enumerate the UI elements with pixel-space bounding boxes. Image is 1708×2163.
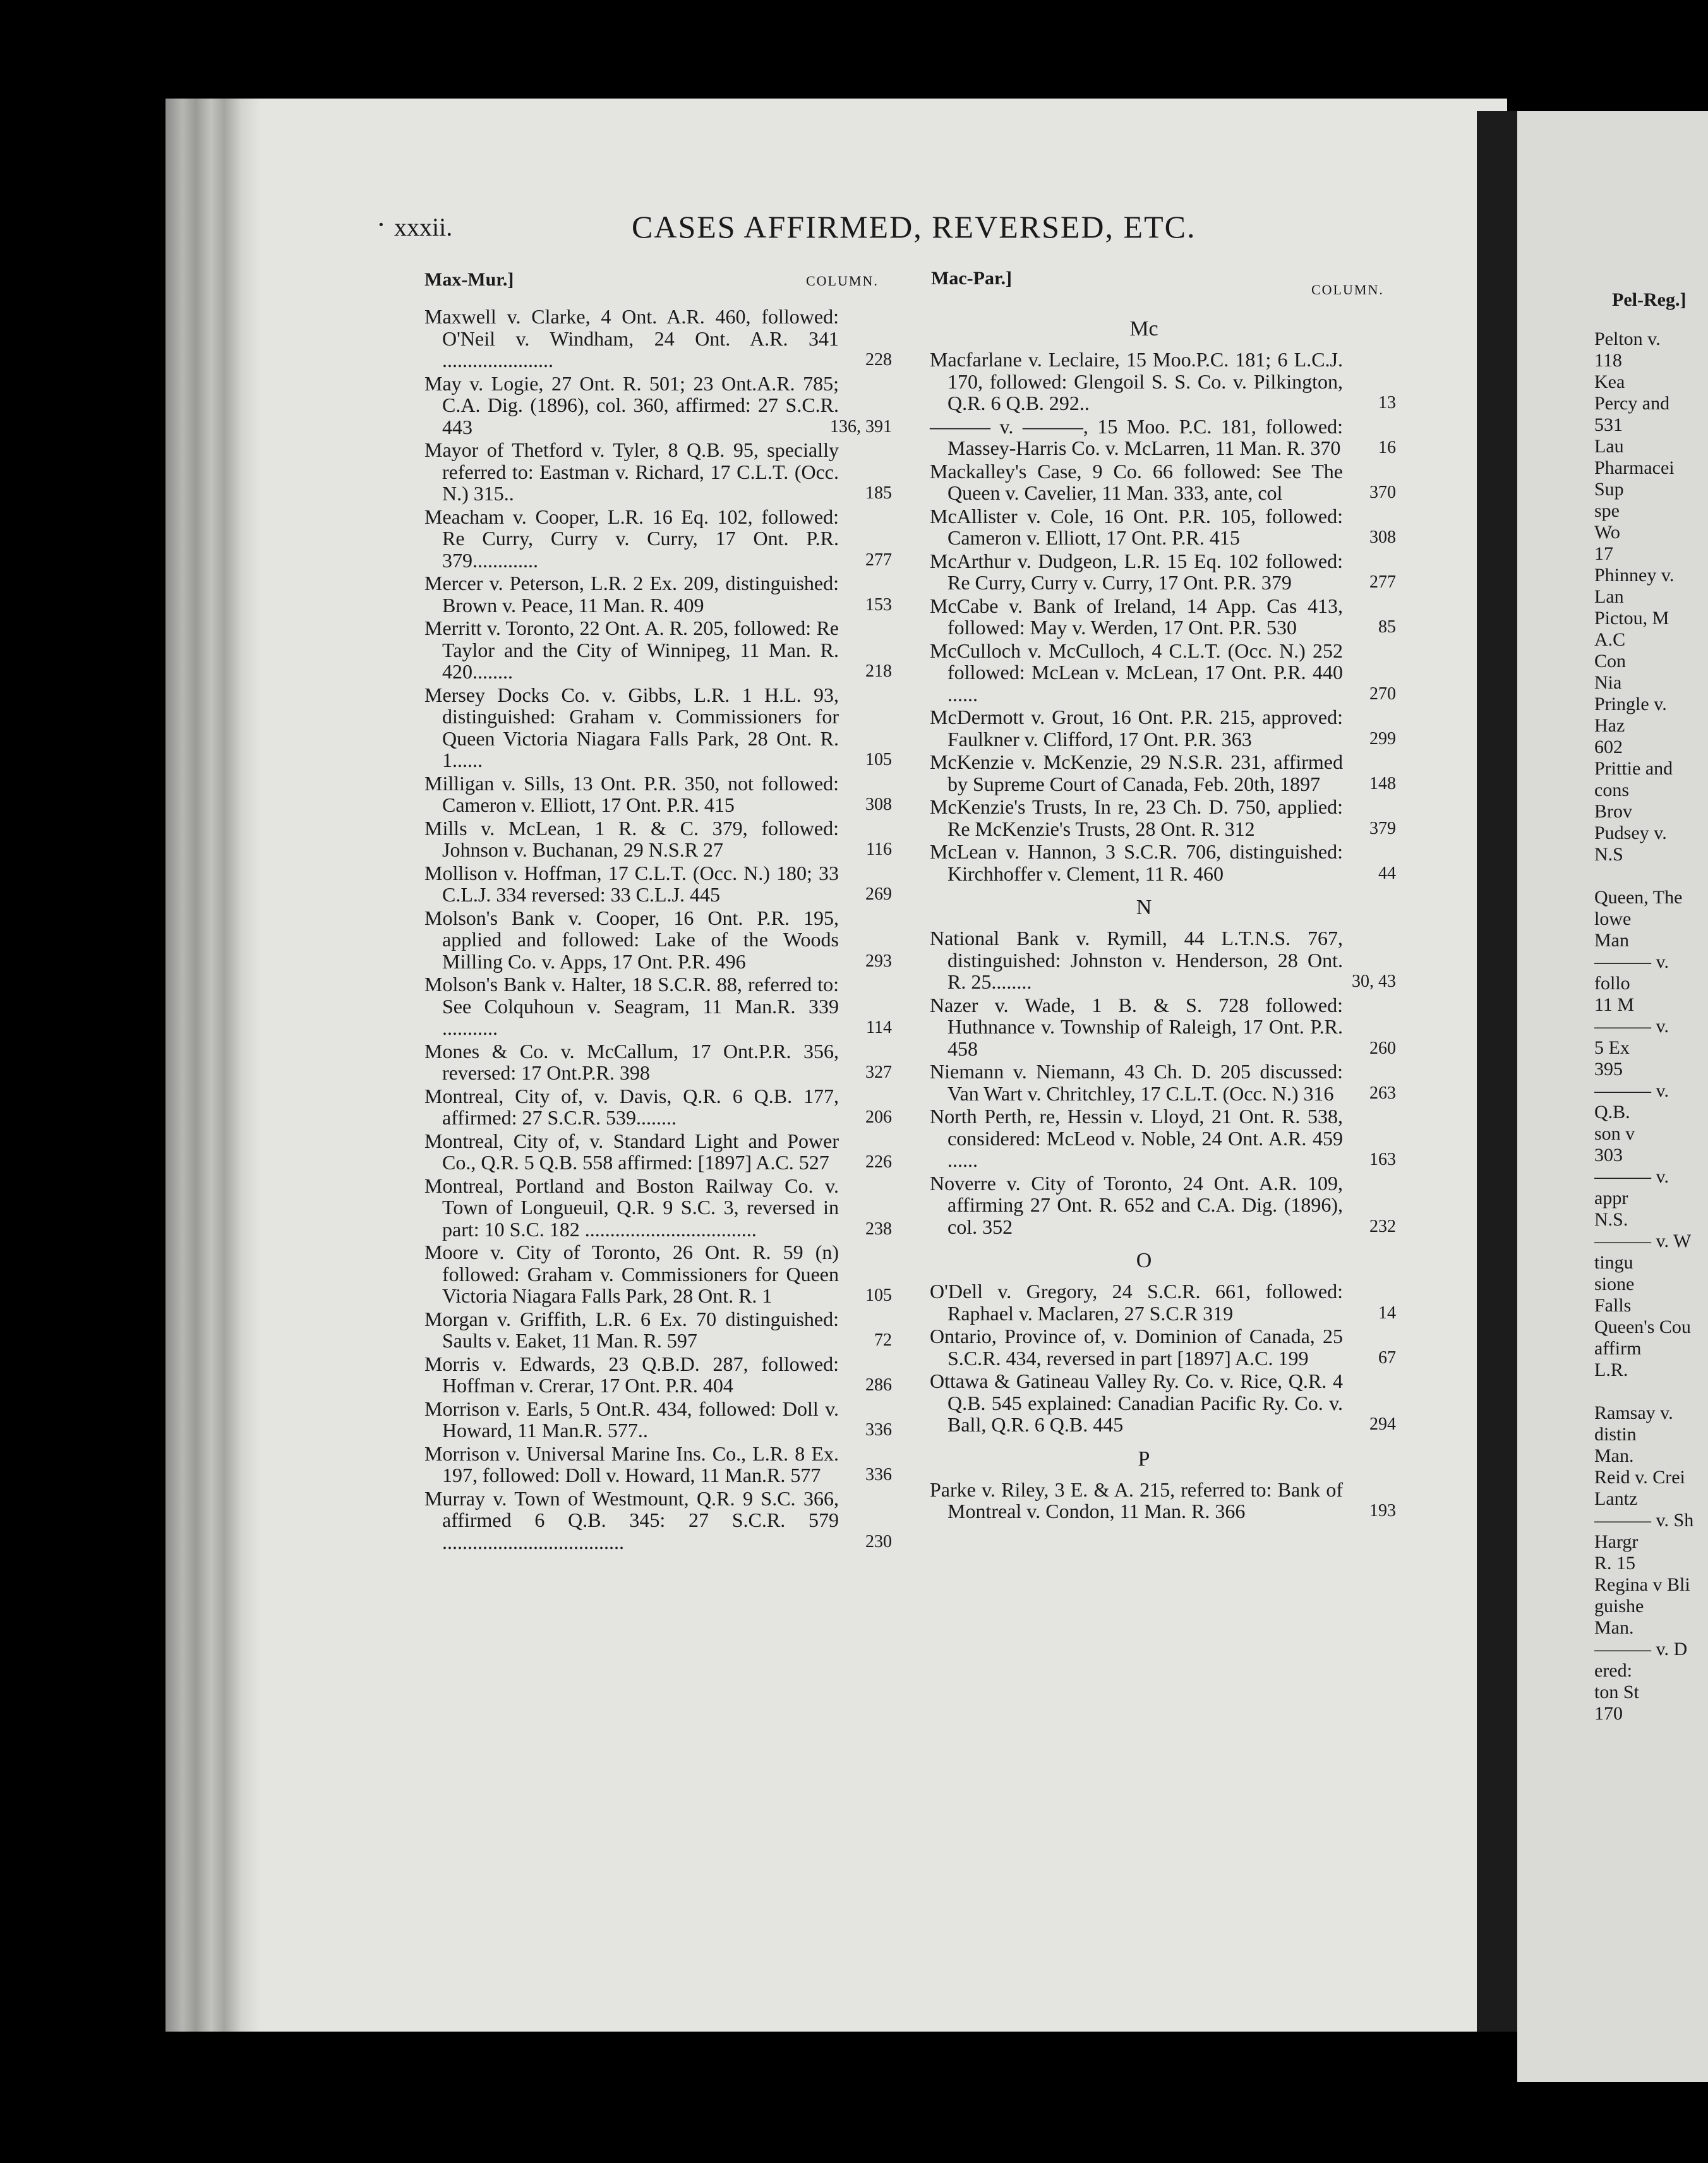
column-reference: 308	[865, 795, 892, 814]
fragment-line: Percy and	[1594, 393, 1670, 414]
case-citation: Morgan v. Griffith, L.R. 6 Ex. 70 distinguished: Saults v. Eaket, 11 Man. R. 597	[424, 1307, 839, 1352]
fragment-line	[1594, 1381, 1708, 1402]
column-reference: 299	[1369, 728, 1396, 749]
case-entry	[424, 1398, 892, 1442]
case-citation: Milligan v. Sills, 13 Ont. P.R. 350, not followed: Cameron v. Elliott, 17 Ont. P.R. 415	[424, 771, 839, 816]
column-reference: 148	[1369, 773, 1396, 793]
column-reference: 14	[1378, 1303, 1396, 1323]
case-entry	[424, 439, 892, 505]
section-letter: N	[1136, 896, 1152, 919]
case-citation: Ottawa & Gatineau Valley Ry. Co. v. Rice, Q.R. 4 Q.B. 545 explained: Canadian Pacific Ry. Co. v. Ball, Q.R. 6 Q.B. 445	[930, 1370, 1343, 1436]
fragment-line: appr	[1594, 1188, 1628, 1208]
case-citation: Molson's Bank v. Cooper, 16 Ont. P.R. 195, applied and followed: Lake of the Woods Milling Co. v. Apps, 17 Ont. P.R. 496	[424, 906, 839, 973]
case-entry	[930, 349, 1396, 414]
case-entry	[424, 973, 892, 1039]
case-entry	[424, 617, 892, 683]
page-title: CASES AFFIRMED, REVERSED, ETC.	[632, 209, 1196, 244]
column-reference: 277	[1369, 572, 1396, 592]
fragment-line: N.S	[1594, 844, 1623, 865]
case-entry	[424, 817, 892, 861]
case-entry	[424, 1175, 892, 1241]
column-reference: 308	[1369, 527, 1396, 547]
column-reference: 238	[865, 1219, 892, 1239]
column-reference: 270	[1369, 684, 1396, 704]
case-citation: Moore v. City of Toronto, 26 Ont. R. 59 (n) followed: Graham v. Commissioners for Queen Victoria Niagara Falls Park, 28 Ont. R. 1	[424, 1241, 839, 1307]
case-entry	[930, 796, 1396, 840]
case-citation: Montreal, City of, v. Standard Light and Power Co., Q.R. 5 Q.B. 558 affirmed: [1897] A.C. 527	[424, 1129, 839, 1174]
fragment-line: L.R.	[1594, 1359, 1628, 1380]
case-citation: Mackalley's Case, 9 Co. 66 followed: See The Queen v. Cavelier, 11 Man. 333, ante, col	[930, 459, 1343, 504]
fragment-line: Lantz	[1594, 1488, 1638, 1509]
case-entry	[424, 1241, 892, 1307]
case-entry	[930, 1106, 1396, 1171]
column-reference: 105	[865, 750, 892, 769]
fragment-line: 118	[1594, 350, 1622, 371]
page-number: xxxii.	[394, 213, 453, 241]
fragment-line: 11 M	[1594, 994, 1635, 1015]
case-entry	[930, 751, 1396, 795]
case-citation: McCabe v. Bank of Ireland, 14 App. Cas 413, followed: May v. Werden, 17 Ont. P.R. 530	[930, 594, 1343, 639]
column-reference: 163	[1369, 1150, 1396, 1169]
fragment-line: Falls	[1594, 1295, 1632, 1316]
fragment-line: Pharmacei	[1594, 457, 1675, 478]
case-entry	[930, 1325, 1396, 1369]
fragment-line: ——— v.	[1594, 1016, 1669, 1037]
case-entry	[930, 841, 1396, 884]
column-reference: 293	[865, 951, 892, 971]
case-entry	[930, 595, 1396, 639]
case-citation: Nazer v. Wade, 1 B. & S. 728 followed: Huthnance v. Township of Raleigh, 17 Ont. P.R. 458	[930, 993, 1343, 1060]
case-entry	[930, 1172, 1396, 1238]
fragment-line: N.S.	[1594, 1209, 1628, 1230]
column-reference: 185	[865, 483, 892, 503]
fragment-line: Lau	[1594, 436, 1624, 457]
fragment-line: Pictou, M	[1594, 608, 1669, 629]
case-entry	[424, 1130, 892, 1174]
fragment-line: 303	[1594, 1145, 1623, 1166]
column-reference: 228	[865, 350, 892, 370]
column-reference: 336	[865, 1420, 892, 1440]
column-reference: 294	[1369, 1414, 1396, 1434]
case-entry	[930, 505, 1396, 549]
column-reference: 370	[1369, 483, 1396, 502]
column-reference: 263	[1369, 1083, 1396, 1103]
case-citation: Niemann v. Niemann, 43 Ch. D. 205 discussed: Van Wart v. Chritchley, 17 C.L.T. (Occ. N.) 316	[930, 1060, 1343, 1105]
fragment-line: Ramsay v.	[1594, 1402, 1673, 1423]
middle-column	[930, 306, 1396, 1524]
case-entry	[424, 1443, 892, 1486]
case-entry	[930, 461, 1396, 504]
fragment-line: Wo	[1594, 522, 1620, 543]
section-letter: Mc	[1129, 317, 1158, 340]
column-reference: 193	[1369, 1501, 1396, 1521]
case-entry	[930, 640, 1396, 706]
fragment-line: 17	[1594, 543, 1613, 564]
fragment-line: Pelton v.	[1594, 328, 1661, 349]
fragment-line: Kea	[1594, 371, 1625, 392]
fragment-line: A.C	[1594, 629, 1626, 650]
case-citation: Montreal, City of, v. Davis, Q.R. 6 Q.B. 177, affirmed: 27 S.C.R. 539........	[424, 1084, 839, 1129]
column-reference: 218	[865, 661, 892, 681]
case-citation: Mayor of Thetford v. Tyler, 8 Q.B. 95, specially referred to: Eastman v. Richard, 17 C.L.T. (Occ. N.) 315..	[424, 438, 839, 505]
case-entry	[424, 1308, 892, 1352]
column-reference: 13	[1378, 393, 1396, 413]
fragment-line: 5 Ex	[1594, 1037, 1630, 1058]
case-citation: North Perth, re, Hessin v. Lloyd, 21 Ont. R. 538, considered: McLeod v. Noble, 24 Ont. A.R. 459 ......	[930, 1105, 1343, 1171]
middle-range-heading: Mac-Par.]	[931, 268, 1012, 289]
fragment-line: 531	[1594, 414, 1623, 435]
column-reference: 206	[865, 1107, 892, 1127]
margin-dot: ·	[376, 209, 386, 240]
fragment-line: ——— v.	[1594, 1080, 1669, 1101]
case-entry	[424, 572, 892, 616]
fragment-line: follo	[1594, 973, 1630, 994]
case-entry	[424, 1353, 892, 1397]
fragment-line: ——— v.	[1594, 951, 1669, 972]
case-citation: McAllister v. Cole, 16 Ont. P.R. 105, followed: Cameron v. Elliott, 17 Ont. P.R. 415	[930, 504, 1343, 549]
case-entry	[930, 416, 1396, 459]
case-citation: O'Dell v. Gregory, 24 S.C.R. 661, followed: Raphael v. Maclaren, 27 S.C.R 319	[930, 1280, 1343, 1325]
fragment-line: Regina v Bli	[1594, 1574, 1690, 1595]
case-entry	[424, 1085, 892, 1129]
case-entry	[930, 706, 1396, 750]
column-reference: 136, 391	[830, 416, 892, 437]
section-letter: P	[1138, 1447, 1150, 1471]
case-citation: May v. Logie, 27 Ont. R. 501; 23 Ont.A.R. 785; C.A. Dig. (1896), col. 360, affirmed: 27 S.C.R. 443	[424, 371, 839, 438]
case-citation: McCulloch v. McCulloch, 4 C.L.T. (Occ. N.) 252 followed: McLean v. McLean, 17 Ont. P.R. 440 ......	[930, 639, 1343, 706]
case-citation: Mersey Docks Co. v. Gibbs, L.R. 1 H.L. 93, distinguished: Graham v. Commissioners for Queen Victoria Niagara Falls Park, 28 Ont. R. 1......	[424, 683, 839, 771]
column-reference: 277	[865, 550, 892, 570]
case-citation: ——— v. ———, 15 Moo. P.C. 181, followed: Massey-Harris Co. v. McLarren, 11 Man. R. 370	[930, 414, 1343, 459]
column-reference: 85	[1378, 617, 1396, 637]
right-range-heading: Pel-Reg.]	[1612, 289, 1687, 310]
case-entry	[424, 373, 892, 438]
column-reference: 44	[1378, 863, 1396, 883]
case-citation: Noverre v. City of Toronto, 24 Ont. A.R. 109, affirming 27 Ont. R. 652 and C.A. Dig. (1896), col. 352	[930, 1171, 1343, 1238]
column-reference: 327	[865, 1063, 892, 1082]
fragment-line: tingu	[1594, 1252, 1633, 1273]
case-entry	[424, 773, 892, 816]
case-citation: Mollison v. Hoffman, 17 C.L.T. (Occ. N.) 180; 33 C.L.J. 334 reversed: 33 C.L.J. 445	[424, 861, 839, 906]
page-gutter-shadow	[165, 99, 260, 2032]
column-reference: 72	[874, 1330, 892, 1350]
left-column-label: COLUMN.	[806, 273, 879, 289]
case-citation: National Bank v. Rymill, 44 L.T.N.S. 767, distinguished: Johnston v. Henderson, 28 Ont. R. 25........	[930, 927, 1343, 993]
case-entry	[424, 1488, 892, 1553]
case-citation: Mones & Co. v. McCallum, 17 Ont.P.R. 356, reversed: 17 Ont.P.R. 398	[424, 1039, 839, 1084]
fragment-line: Man.	[1594, 1445, 1634, 1466]
fragment-line: Pudsey v.	[1594, 822, 1667, 843]
section-letter: O	[1136, 1249, 1152, 1272]
column-reference: 153	[865, 594, 892, 615]
column-reference: 260	[1369, 1038, 1396, 1058]
fragment-line: ——— v. D	[1594, 1639, 1688, 1660]
case-entry	[424, 1040, 892, 1084]
case-citation: McLean v. Hannon, 3 S.C.R. 706, distinguished: Kirchhoffer v. Clement, 11 R. 460	[930, 840, 1343, 885]
middle-column-label: COLUMN.	[1311, 282, 1384, 298]
case-entry	[424, 684, 892, 771]
column-reference: 67	[1378, 1347, 1396, 1368]
fragment-line: ered:	[1594, 1660, 1632, 1681]
case-entry	[930, 550, 1396, 594]
column-reference: 226	[865, 1152, 892, 1172]
column-reference: 286	[865, 1375, 892, 1395]
fragment-line: Con	[1594, 651, 1627, 672]
fragment-line: ton St	[1594, 1682, 1639, 1702]
fragment-line: Reid v. Crei	[1594, 1467, 1685, 1488]
case-entry	[424, 907, 892, 973]
column-reference: 336	[865, 1465, 892, 1485]
fragment-line: cons	[1594, 780, 1629, 800]
fragment-line: R. 15	[1594, 1553, 1636, 1574]
case-citation: McKenzie v. McKenzie, 29 N.S.R. 231, affirmed by Supreme Court of Canada, Feb. 20th, 1897	[930, 750, 1343, 795]
case-citation: Meacham v. Cooper, L.R. 16 Eq. 102, followed: Re Curry, Curry v. Curry, 17 Ont. P.R. 379.............	[424, 505, 839, 572]
case-citation: Montreal, Portland and Boston Railway Co. v. Town of Longueuil, Q.R. 9 S.C. 3, reversed in part: 10 S.C. 182 ..................................	[424, 1174, 839, 1241]
case-citation: Ontario, Province of, v. Dominion of Canada, 25 S.C.R. 434, reversed in part [1897] A.C. 199	[930, 1325, 1343, 1370]
fragment-line: ——— v. Sh	[1594, 1510, 1694, 1531]
column-reference: 105	[865, 1286, 892, 1305]
left-range-heading: Max-Mur.]	[424, 269, 514, 290]
case-citation: Mercer v. Peterson, L.R. 2 Ex. 209, distinguished: Brown v. Peace, 11 Man. R. 409	[424, 572, 839, 617]
case-citation: Morris v. Edwards, 23 Q.B.D. 287, followed: Hoffman v. Crerar, 17 Ont. P.R. 404	[424, 1352, 839, 1397]
case-citation: Merritt v. Toronto, 22 Ont. A. R. 205, followed: Re Taylor and the City of Winnipeg, 11 Man. R. 420........	[424, 617, 839, 683]
left-column	[424, 306, 892, 1554]
column-reference: 116	[866, 840, 892, 859]
fragment-line: sione	[1594, 1274, 1635, 1294]
fragment-line: Brov	[1594, 801, 1632, 822]
fragment-line: ——— v. W	[1594, 1231, 1692, 1251]
fragment-line: Sup	[1594, 479, 1624, 500]
case-citation: Morrison v. Universal Marine Ins. Co., L.R. 8 Ex. 197, followed: Doll v. Howard, 11 Man.R. 577	[424, 1442, 839, 1486]
fragment-line: Pringle v.	[1594, 694, 1667, 714]
fragment-line: Phinney v.	[1594, 565, 1675, 586]
column-reference: 16	[1378, 438, 1396, 457]
case-citation: McKenzie's Trusts, In re, 23 Ch. D. 750, applied: Re McKenzie's Trusts, 28 Ont. R. 312	[930, 795, 1343, 840]
column-reference: 379	[1369, 818, 1396, 838]
fragment-line: 602	[1594, 737, 1623, 757]
case-citation: Morrison v. Earls, 5 Ont.R. 434, followed: Doll v. Howard, 11 Man.R. 577..	[424, 1397, 839, 1442]
fragment-line: Man	[1594, 930, 1629, 951]
fragment-line: affirm	[1594, 1338, 1642, 1359]
fragment-line: Lan	[1594, 586, 1624, 607]
fragment-line: 170	[1594, 1703, 1623, 1724]
column-reference: 232	[1369, 1216, 1396, 1236]
case-entry	[930, 1061, 1396, 1104]
column-reference: 269	[865, 884, 892, 904]
fragment-line: 395	[1594, 1059, 1623, 1080]
fragment-line: Hargr	[1594, 1531, 1639, 1552]
column-reference: 230	[865, 1531, 892, 1551]
case-entry	[930, 994, 1396, 1060]
fragment-line: Prittie and	[1594, 758, 1673, 779]
case-citation: Molson's Bank v. Halter, 18 S.C.R. 88, referred to: See Colquhoun v. Seagram, 11 Man.R. 339 ...........	[424, 973, 839, 1039]
case-entry	[930, 927, 1396, 993]
book-spine	[1477, 111, 1517, 2032]
right-page-fragment	[1594, 328, 1708, 1725]
column-reference: 30, 43	[1352, 972, 1396, 991]
fragment-line: guishe	[1594, 1596, 1644, 1617]
fragment-line: Q.B.	[1594, 1102, 1630, 1123]
fragment-line	[1594, 865, 1708, 887]
case-citation: Murray v. Town of Westmount, Q.R. 9 S.C. 366, affirmed 6 Q.B. 345: 27 S.C.R. 579 ....................................	[424, 1486, 839, 1553]
fragment-line: spe	[1594, 500, 1620, 521]
case-entry	[424, 506, 892, 572]
case-entry	[930, 1280, 1396, 1324]
fragment-line: ——— v.	[1594, 1166, 1669, 1187]
case-entry	[930, 1479, 1396, 1522]
fragment-line: lowe	[1594, 908, 1632, 929]
fragment-line: Haz	[1594, 715, 1625, 736]
case-entry	[424, 306, 892, 371]
fragment-line: Nia	[1594, 672, 1622, 693]
case-citation: Maxwell v. Clarke, 4 Ont. A.R. 460, followed: O'Neil v. Windham, 24 Ont. A.R. 341 ......................	[424, 305, 839, 371]
case-citation: McArthur v. Dudgeon, L.R. 15 Eq. 102 followed: Re Curry, Curry v. Curry, 17 Ont. P.R. 379	[930, 549, 1343, 594]
fragment-line: Man.	[1594, 1617, 1634, 1638]
column-reference: 114	[866, 1018, 892, 1037]
fragment-line: distin	[1594, 1424, 1637, 1445]
case-citation: Parke v. Riley, 3 E. & A. 215, referred to: Bank of Montreal v. Condon, 11 Man. R. 366	[930, 1478, 1343, 1522]
case-entry	[424, 862, 892, 906]
fragment-line: son v	[1594, 1123, 1635, 1144]
fragment-line: Queen, The	[1594, 887, 1683, 908]
case-entry	[930, 1370, 1396, 1436]
case-citation: Macfarlane v. Leclaire, 15 Moo.P.C. 181; 6 L.C.J. 170, followed: Glengoil S. S. Co. v. Pilkington, Q.R. 6 Q.B. 292..	[930, 348, 1343, 414]
case-citation: Mills v. McLean, 1 R. & C. 379, followed: Johnson v. Buchanan, 29 N.S.R 27	[424, 816, 839, 861]
fragment-line: Queen's Cou	[1594, 1316, 1691, 1337]
case-citation: McDermott v. Grout, 16 Ont. P.R. 215, approved: Faulkner v. Clifford, 17 Ont. P.R. 363	[930, 706, 1343, 750]
